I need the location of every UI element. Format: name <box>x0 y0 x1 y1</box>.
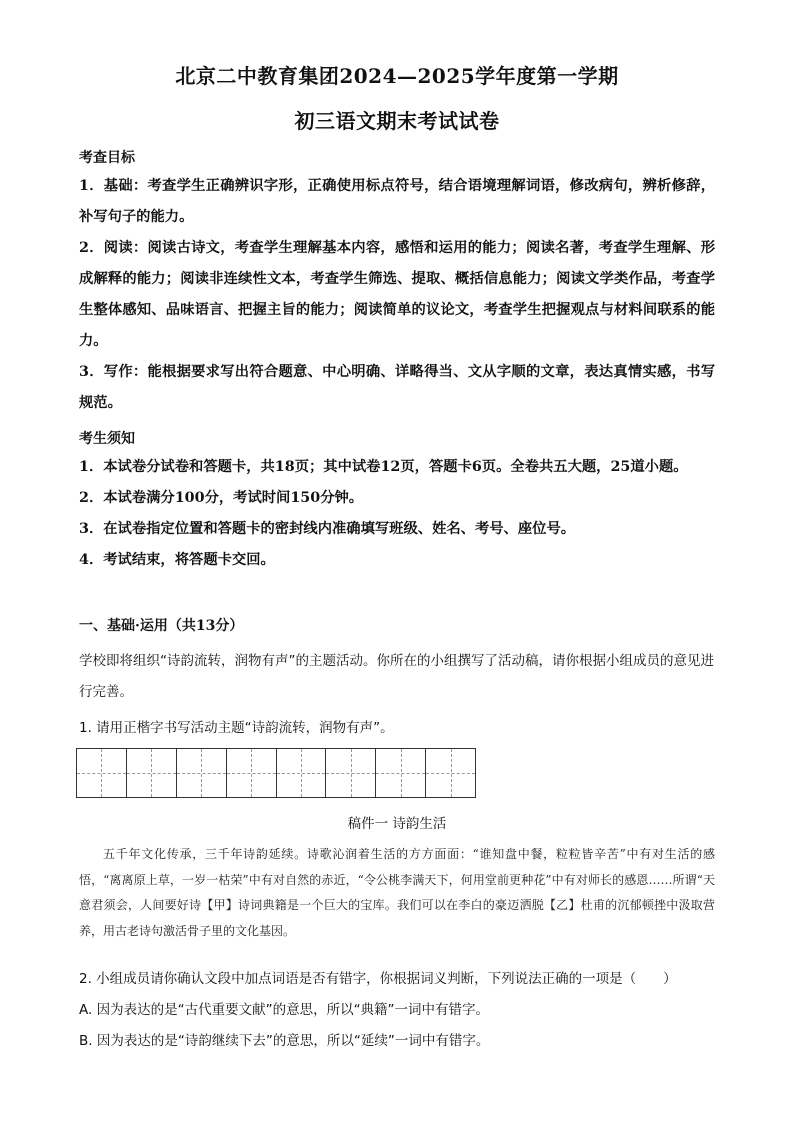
grid-cell[interactable] <box>277 749 327 797</box>
grid-cell[interactable] <box>127 749 177 797</box>
option-a[interactable]: A. 因为表达的是“古代重要文献”的意思，所以“典籍”一词中有错字。 <box>79 1002 490 1018</box>
intro-text: 学校即将组织“诗韵流转，润物有声”的主题活动。你所在的小组撰写了活动稿，请你根据小组成员的意见进行完善。 <box>79 653 714 700</box>
question-2-text: 2. 小组成员请你确认文段中加点词语是否有错字，你根据词义判断，下列说法正确的一项是（ ） <box>79 971 677 987</box>
exam-title-line2: 初三语文期末考试试卷 <box>294 109 500 133</box>
notice-item: 4．考试结束，将答题卡交回。 <box>79 552 275 568</box>
grid-cell[interactable] <box>227 749 277 797</box>
objective-item: 3．写作：能根据要求写出符合题意、中心明确、详略得当、文从字顺的文章，表达真情实感，书写规范。 <box>79 364 715 411</box>
reading-passage <box>79 842 715 944</box>
objectives-list <box>79 171 715 419</box>
manuscript-caption: 稿件一 诗韵生活 <box>347 816 447 832</box>
objective-item: 1．基础：考查学生正确辨识字形，正确使用标点符号，结合语境理解词语，修改病句，辨析修辞，补写句子的能力。 <box>79 178 715 225</box>
notice-item: 3．在试卷指定位置和答题卡的密封线内准确填写班级、姓名、考号、座位号。 <box>79 521 576 537</box>
question-1 <box>79 713 715 744</box>
passage-text: 五千年文化传承，三千年诗韵延续。诗歌沁润着生活的方方面面：“谁知盘中餐，粒粒皆辛苦”中有对生活的感悟，“离离原上草，一岁一枯荣”中有对自然的赤近，“令公桃李满天下，何用堂前更种花”中有对师长的感恩……所谓“天意君须会，人间要好诗【甲】诗词典籍是一个巨大的宝库。我们可以在李白的豪迈洒脱【乙】杜甫的沉郁顿挫中汲取营养，用古老诗句激活骨子里的文化基因。 <box>79 847 715 938</box>
question-2 <box>79 964 715 1057</box>
exam-title-line1: 北京二中教育集团2024—2025学年度第一学期 <box>175 64 619 88</box>
grid-cell[interactable] <box>77 749 127 797</box>
question-1-text: 1. 请用正楷字书写活动主题“诗韵流转，润物有声”。 <box>79 720 394 736</box>
objective-item: 2．阅读：阅读古诗文，考查学生理解基本内容，感悟和运用的能力；阅读名著，考查学生理解、形成解释的能力；阅读非连续性文本，考查学生筛选、提取、概括信息能力；阅读文学类作品，考查学生整体感知、品味语言、把握主旨的能力；阅读简单的议论文，考查学生把握观点与材料间联系的能力。 <box>79 240 715 349</box>
section1-heading: 一、基础·运用（共13分） <box>79 618 244 634</box>
notice-list <box>79 452 715 576</box>
writing-grid[interactable] <box>76 748 476 798</box>
grid-cell[interactable] <box>376 749 426 797</box>
grid-cell[interactable] <box>177 749 227 797</box>
notice-heading: 考生须知 <box>79 431 135 447</box>
section1-intro <box>79 646 715 708</box>
grid-cell[interactable] <box>326 749 376 797</box>
option-b[interactable]: B. 因为表达的是“诗韵继续下去”的意思，所以“延续”一词中有错字。 <box>79 1033 490 1049</box>
grid-cell[interactable] <box>426 749 475 797</box>
notice-item: 2．本试卷满分100分，考试时间150分钟。 <box>79 490 364 506</box>
notice-item: 1．本试卷分试卷和答题卡，共18页；其中试卷12页，答题卡6页。全卷共五大题，25道小题。 <box>79 459 688 475</box>
objectives-heading: 考查目标 <box>79 150 135 166</box>
